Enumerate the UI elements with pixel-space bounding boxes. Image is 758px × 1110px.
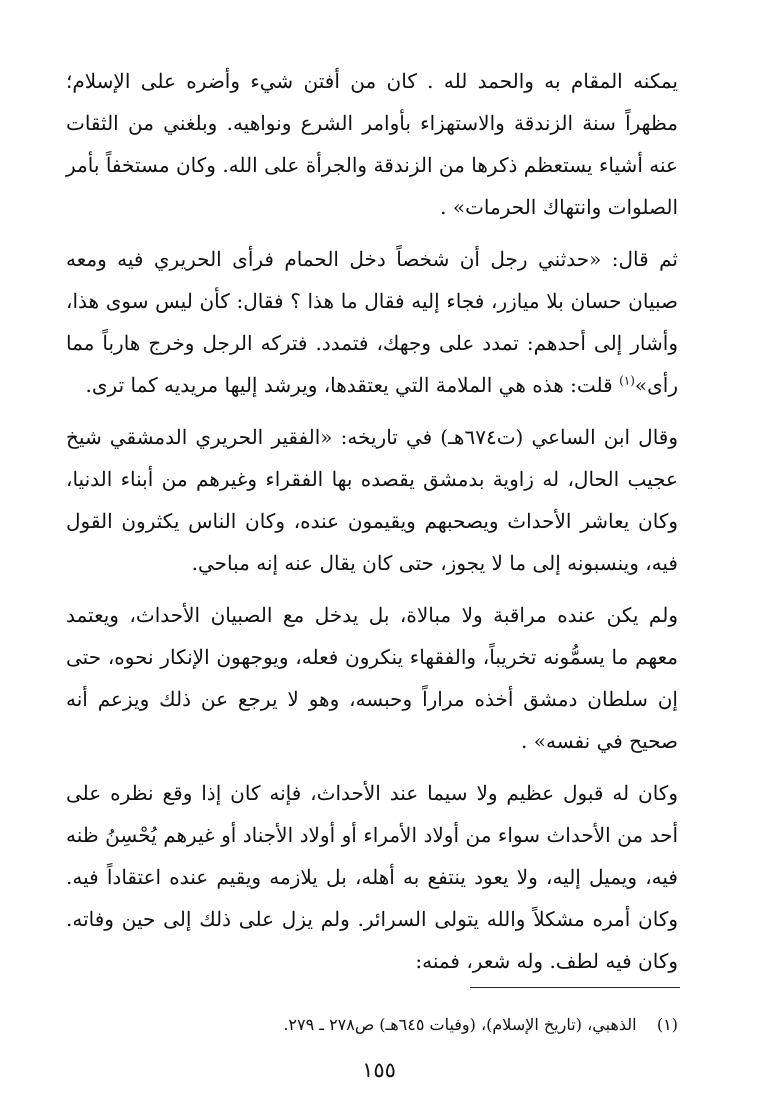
main-text <box>66 60 678 992</box>
paragraph-2 <box>66 238 678 406</box>
page-number: ١٥٥ <box>362 1058 396 1082</box>
paragraph-4: ولم يكن عنده مراقبة ولا مبالاة، بل يدخل مع الصبيان الأحداث، ويعتمد معهم ما يسمُّونه تخريباً، والفقهاء ينكرون فعله، ويوجهون الإنكار نحوه، حتى إن سلطان دمشق أخذه مراراً وحبسه، وهو لا يرجع عن ذلك ويزعم أنه صحيح في نفسه» . <box>66 603 678 753</box>
paragraph-1: يمكنه المقام به والحمد لله . كان من أفتن شيء وأضره على الإسلام؛ مظهراً سنة الزندقة والاستهزاء بأوامر الشرع ونواهيه. وبلغني من الثقات عنه أشياء يستعظم ذكرها من الزندقة والجرأة على الله. وكان مستخفاً بأمر الصلوات وانتهاك الحرمات» . <box>66 69 678 219</box>
footnote-marker: (١) <box>656 1015 678 1034</box>
footnote-reference[interactable]: (١) <box>619 373 635 388</box>
footnote-divider <box>470 987 680 988</box>
paragraph-3: وقال ابن الساعي (ت٦٧٤هـ) في تاريخه: «الفقير الحريري الدمشقي شيخ عجيب الحال، له زاوية بدمشق يقصده بها الفقراء وغيرهم من أبناء الدنيا، وكان يعاشر الأحداث ويصحبهم ويقيمون عنده، وكان الناس يكثرون القول فيه، وينسبونه إلى ما لا يجوز، حتى كان يقال عنه إنه مباحي. <box>66 425 679 575</box>
paragraph-2-text: ثم قال: «حدثني رجل أن شخصاً دخل الحمام فرأى الحريري فيه ومعه صبيان حسان بلا ميازر، فجاء إليه فقال ما هذا ؟ فقال: كأن ليس سوى هذا، وأشار إلى أحدهم: تمدد على وجهك، فتمدد. فتركه الرجل وخرج هارباً مما رأى» <box>66 247 678 397</box>
footnote-text: الذهبي، (تاريخ الإسلام)، (وفيات ٦٤٥هـ) ص٢٧٨ ـ ٢٧٩. <box>283 1015 637 1034</box>
footnote <box>90 1014 678 1036</box>
paragraph-5: وكان له قبول عظيم ولا سيما عند الأحداث، فإنه كان إذا وقع نظره على أحد من الأحداث سواء من أولاد الأمراء أو أولاد الأجناد أو غيرهم يُحْسِنُ ظنه فيه، ويميل إليه، ولا يعود ينتفع به أهله، بل يلازمه ويقيم عنده اعتقاداً فيه. وكان أمره مشكلاً والله يتولى السرائر. ولم يزل على ذلك إلى حين وفاته. وكان فيه لطف. وله شعر، فمنه: <box>66 781 678 973</box>
paragraph-2-text-after: قلت: هذه هي الملامة التي يعتقدها، ويرشد إليها مريديه كما ترى. <box>85 373 620 397</box>
